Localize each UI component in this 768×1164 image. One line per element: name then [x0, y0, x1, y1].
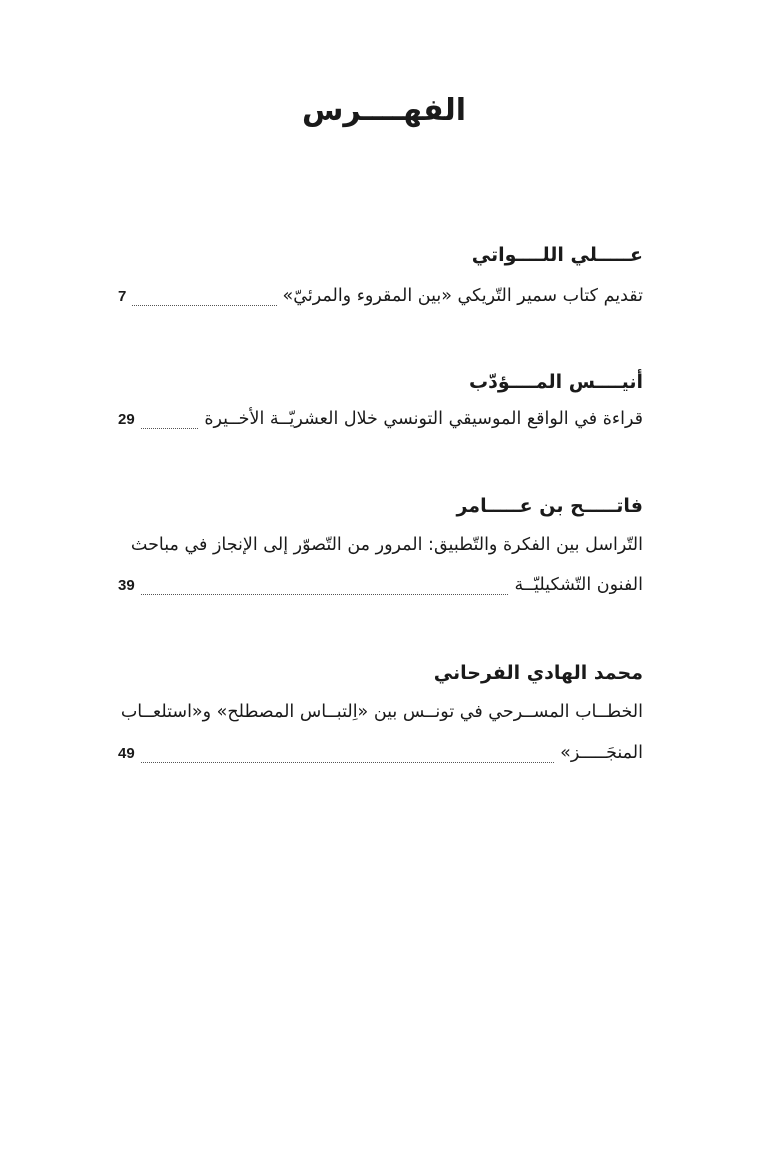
entry-title: التّراسل بين الفكرة والتّطبيق: المرور من التّصوّر إلى الإنجاز في مباحث — [130, 535, 643, 555]
entry-title-continued: الفنون التّشكيليّــة — [514, 575, 643, 595]
leader-dots — [132, 304, 276, 306]
toc-entry-line-1[interactable] — [118, 702, 643, 732]
entry-title: تقديم كتاب سمير التّريكي «بين المقروء والمرئيّ» — [282, 286, 643, 306]
author-name: فاتـــــح بن عـــــامر — [456, 495, 643, 517]
page-number: 29 — [118, 411, 135, 428]
entry-title-continued: المنجَـــــز» — [560, 743, 643, 763]
toc-entry-line-1[interactable] — [118, 535, 643, 565]
entry-title: الخطــاب المســرحي في تونــس بين «اِلتبــاس المصطلح» و«استلعــاب — [120, 702, 643, 722]
page-number: 7 — [118, 288, 127, 305]
toc-entry[interactable] — [118, 575, 643, 605]
leader-dots — [141, 593, 509, 595]
page-number: 49 — [118, 745, 135, 762]
toc-entry[interactable] — [118, 409, 643, 439]
toc-entry[interactable] — [118, 743, 643, 773]
leader-dots — [141, 427, 199, 429]
page-title: الفهــــرس — [301, 93, 467, 128]
toc-entry[interactable] — [118, 286, 643, 316]
author-name: أنيــــس المــــؤدّب — [469, 371, 643, 393]
entry-title: قراءة في الواقع الموسيقي التونسي خلال العشريّــة الأخــيرة — [204, 409, 643, 429]
author-name: عـــــلي اللــــواتي — [471, 244, 643, 266]
page-number: 39 — [118, 577, 135, 594]
leader-dots — [141, 761, 554, 763]
author-name: محمد الهادي الفرحاني — [433, 662, 643, 684]
